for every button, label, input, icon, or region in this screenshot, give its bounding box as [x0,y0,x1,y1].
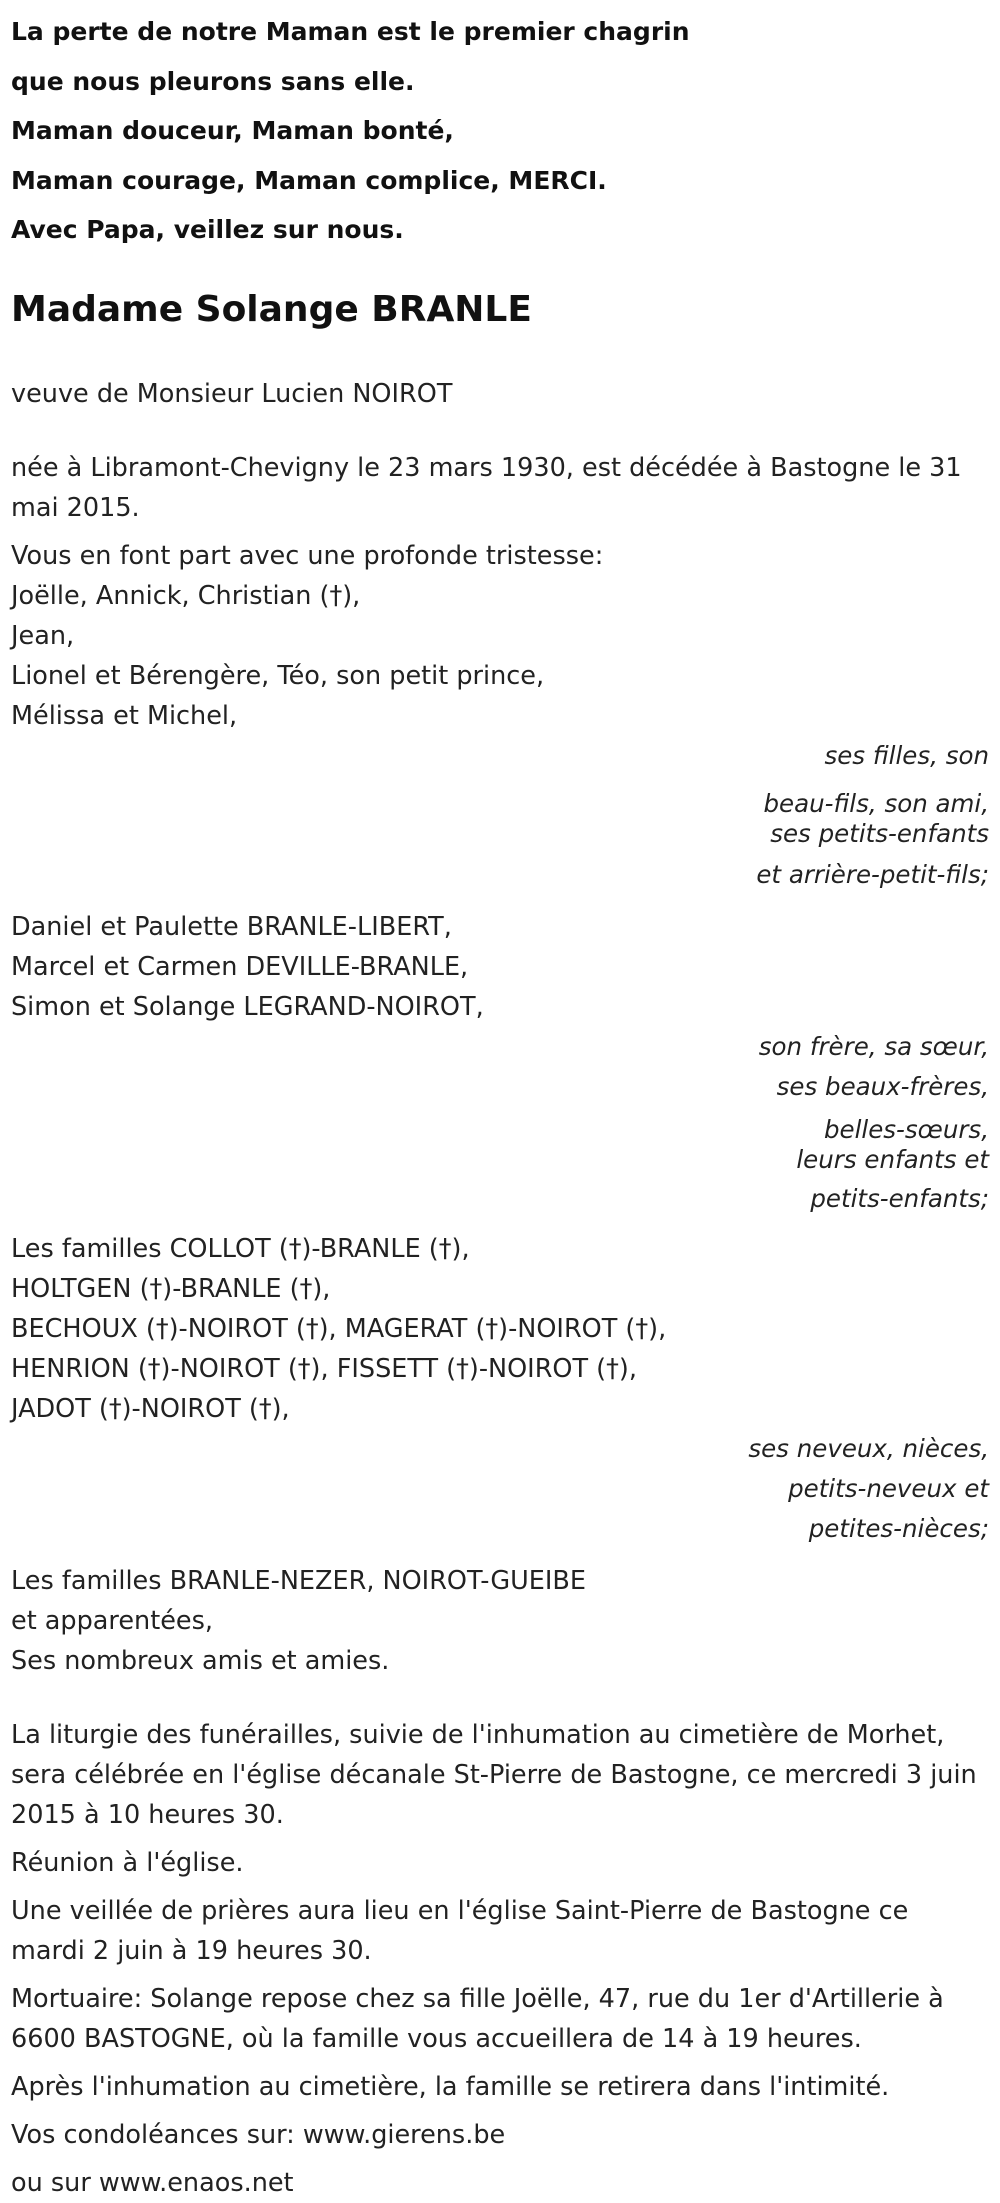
family-line: Lionel et Bérengère, Téo, son petit prince, [11,660,545,691]
family-line: Les familles BRANLE-NEZER, NOIROT-GUEIBE [11,1565,587,1596]
poem-line: Maman courage, Maman complice, MERCI. [11,165,607,195]
widow-of-text: veuve de Monsieur Lucien NOIROT [11,378,453,409]
family-group-siblings [11,907,989,1027]
family-line: HOLTGEN (†)-BRANLE (†), [11,1273,331,1304]
relation-line: petits-neveux et [788,1473,989,1503]
relation-line: ses neveux, nièces, [748,1433,989,1463]
mortuary-text: Mortuaire: Solange repose chez sa fille Joëlle, 47, rue du 1er d'Artillerie à 6600 BASTOGNE, où la famille vous accueillera de 14 à 19 heures. [11,1983,944,2054]
family-line: Marcel et Carmen DEVILLE-BRANLE, [11,951,469,982]
relation-line: son frère, sa sœur, [758,1031,989,1061]
relation-line: ses petits-enfants [770,818,989,848]
funeral-text: La liturgie des funérailles, suivie de l'inhumation au cimetière de Morhet, sera célébrée en l'église décanale St-Pierre de Bastogne, ce mercredi 3 juin 2015 à 10 heures 30. [11,1719,977,1830]
meeting-text: Réunion à l'église. [11,1847,244,1878]
family-line: HENRION (†)-NOIROT (†), FISSETT (†)-NOIROT (†), [11,1353,637,1384]
birth-death-text: née à Libramont-Chevigny le 23 mars 1930, est décédée à Bastogne le 31 mai 2015. [11,452,962,523]
after-burial-text: Après l'inhumation au cimetière, la famille se retirera dans l'intimité. [11,2071,890,2102]
relation-line: petits-enfants; [810,1183,989,1213]
poem-line: Maman douceur, Maman bonté, [11,116,454,145]
poem-block [11,0,989,255]
relation-line: petites-nièces; [808,1513,989,1543]
family-group-children [11,576,989,736]
poem-line: La perte de notre Maman est le premier chagrin [11,17,690,46]
condolences-text: Vos condoléances sur: www.gierens.be [11,2119,506,2150]
announcement-intro: Vous en font part avec une profonde tristesse: [11,540,604,571]
condolences-text-alt: ou sur www.enaos.net [11,2167,294,2198]
family-line: Simon et Solange LEGRAND-NOIROT, [11,991,484,1022]
family-line: Jean, [11,620,75,651]
relation-siblings [11,1027,989,1219]
deceased-name: Madame Solange BRANLE [11,288,532,330]
family-line: JADOT (†)-NOIROT (†), [11,1393,290,1424]
relation-children [11,736,989,895]
family-line: Mélissa et Michel, [11,700,238,731]
relation-line: beau-fils, son ami, [763,788,989,818]
relation-extended [11,1429,989,1549]
family-line: Ses nombreux amis et amies. [11,1645,390,1676]
family-line: BECHOUX (†)-NOIROT (†), MAGERAT (†)-NOIROT (†), [11,1313,667,1344]
family-line: Daniel et Paulette BRANLE-LIBERT, [11,911,452,942]
vigil-text: Une veillée de prières aura lieu en l'église Saint-Pierre de Bastogne ce mardi 2 juin à 19 heures 30. [11,1895,909,1966]
relation-line: belles-sœurs, [823,1114,989,1144]
family-line: et apparentées, [11,1605,213,1636]
poem-line: Avec Papa, veillez sur nous. [11,215,404,244]
relation-line: ses beaux-frères, [776,1071,989,1101]
relation-line: et arrière-petit-fils; [756,859,989,889]
relation-line: ses filles, son [824,740,989,770]
poem-line: que nous pleurons sans elle. [11,66,415,96]
family-group-extended [11,1229,989,1429]
family-line: Joëlle, Annick, Christian (†), [11,580,361,611]
relation-line: leurs enfants et [796,1144,989,1174]
family-group-others [11,1561,989,1681]
family-line: Les familles COLLOT (†)-BRANLE (†), [11,1233,470,1264]
